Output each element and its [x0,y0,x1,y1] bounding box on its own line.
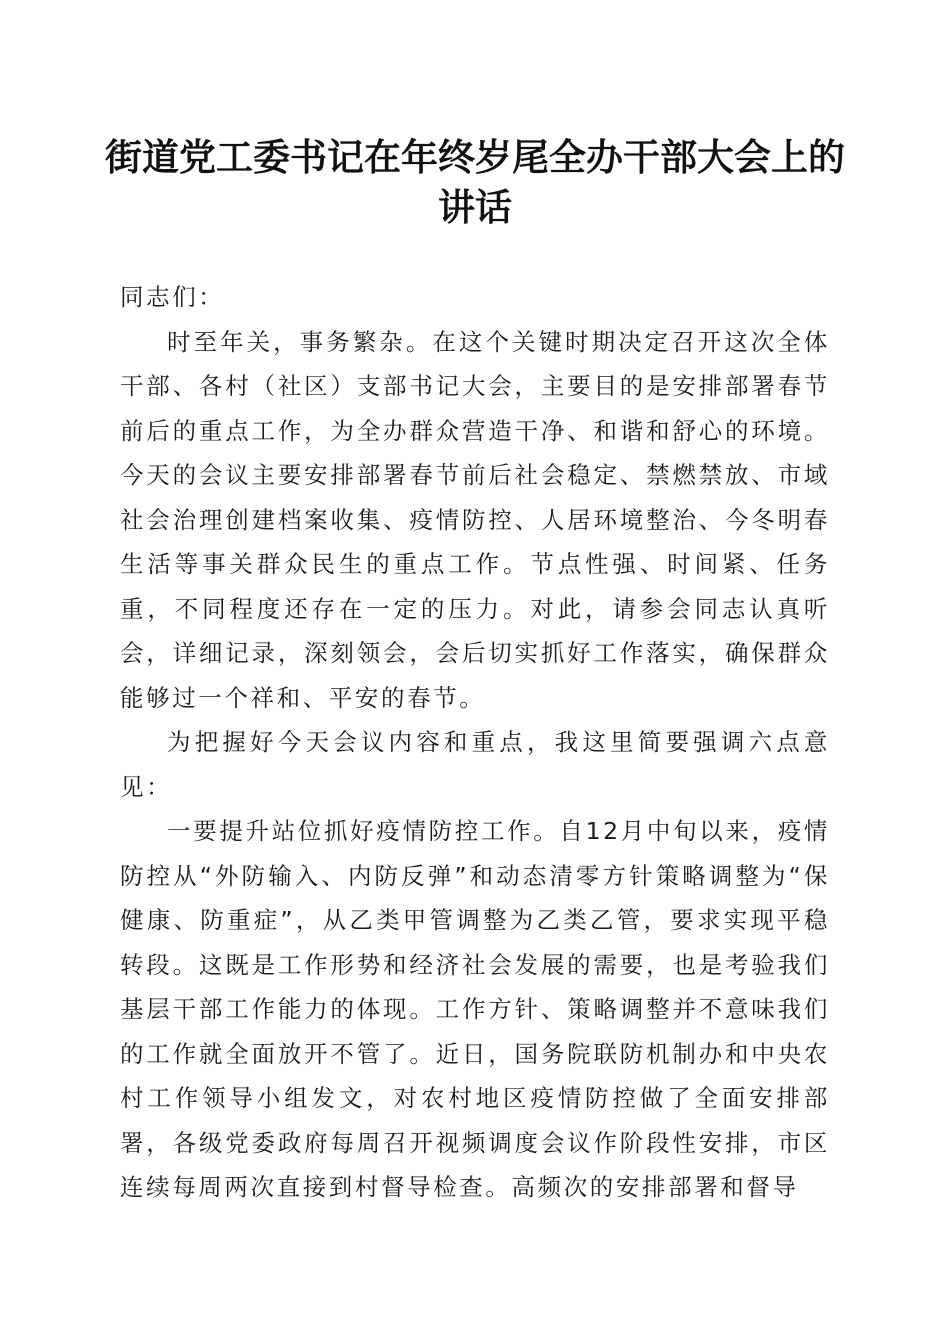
document-title [100,132,850,232]
paragraph-3: 一要提升站位抓好疫情防控工作。自12月中旬以来，疫情防控从“外防输入、内防反弹”和动态清零方针策略调整为“保健康、防重症”，从乙类甲管调整为乙类乙管，要求实现平稳转段。这既是工作形势和经济社会发展的需要，也是考验我们基层干部工作能力的体现。工作方针、策略调整并不意味我们的工作就全面放开不管了。近日，国务院联防机制办和中央农村工作领导小组发文，对农村地区疫情防控做了全面安排部署，各级党委政府每周召开视频调度会议作阶段性安排，市区连续每周两次直接到村督导检查。高频次的安排部署和督导 [120,817,830,1201]
title-line-2: 讲话 [438,185,512,229]
paragraph-2: 为把握好今天会议内容和重点，我这里简要强调六点意见： [120,728,830,801]
salutation: 同志们： [120,283,225,311]
paragraph-1: 时至年关，事务繁杂。在这个关键时期决定召开这次全体干部、各村（社区）支部书记大会，主要目的是安排部署春节前后的重点工作，为全办群众营造干净、和谐和舒心的环境。今天的会议主要安排部署春节前后社会稳定、禁燃禁放、市域社会治理创建档案收集、疫情防控、人居环境整治、今冬明春生活等事关群众民生的重点工作。节点性强、时间紧、任务重，不同程度还存在一定的压力。对此，请参会同志认真听会，详细记录，深刻领会，会后切实抓好工作落实，确保群众能够过一个祥和、平安的春节。 [120,327,830,712]
document-body [120,275,830,1210]
title-line-1: 街道党工委书记在年终岁尾全办干部大会上的 [105,135,845,179]
